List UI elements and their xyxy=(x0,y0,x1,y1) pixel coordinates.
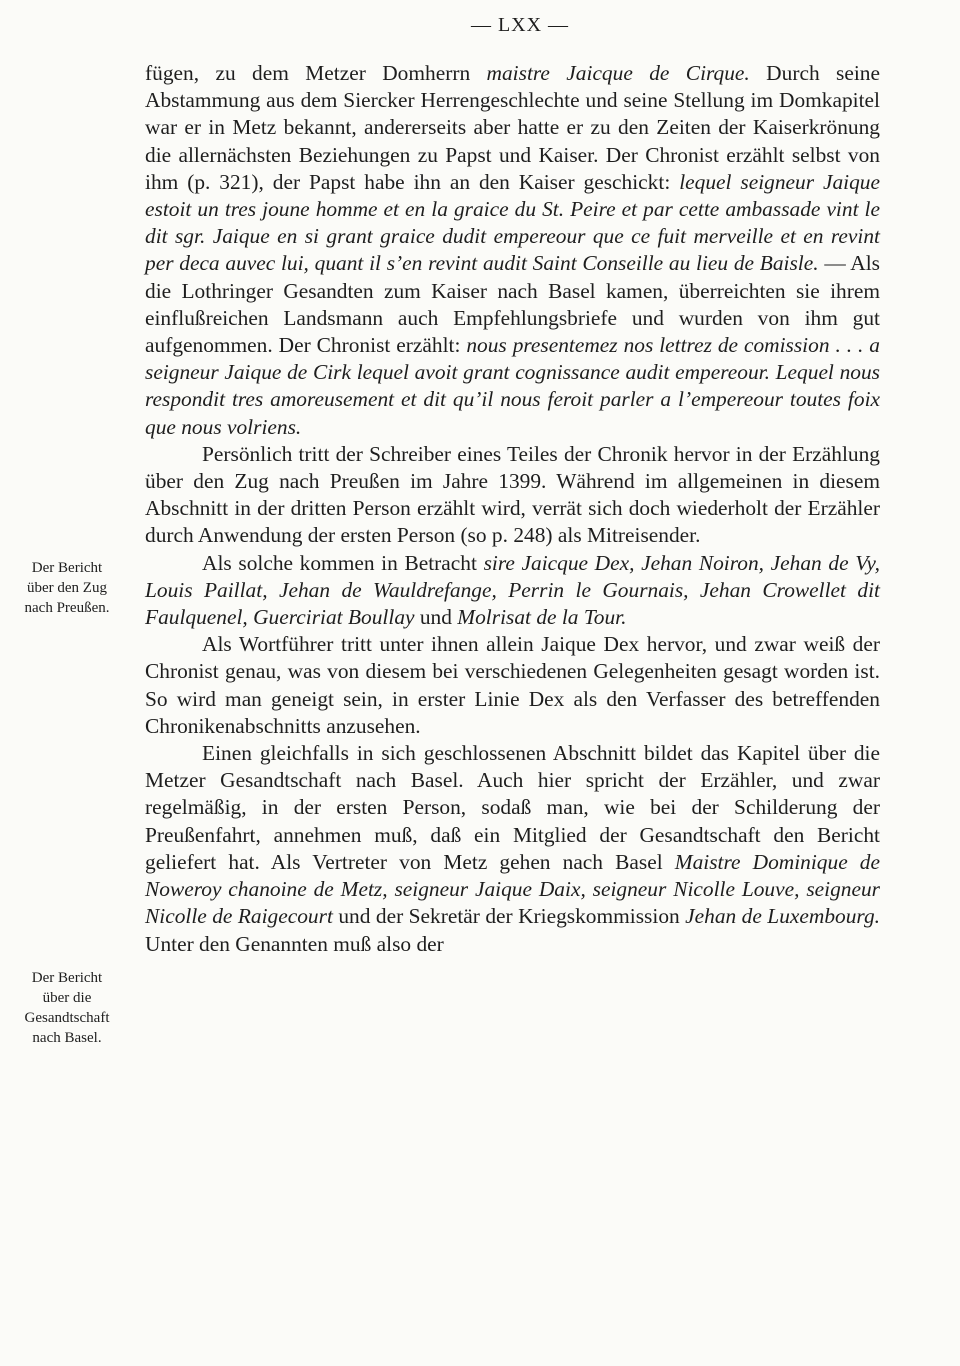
text-run: Als solche kommen in Betracht xyxy=(202,550,484,575)
text-run: — Als die Lothringer Gesandten zum Kaiser nach Basel kamen, überreichten sie ihrem einflußreichen Landsmann auch Empfehlungsbriefe und wurden von ihm gut aufgenommen. Der Chronist erzählt: xyxy=(145,251,880,358)
paragraph xyxy=(145,60,880,441)
margin-note-line: Der Bericht xyxy=(31,970,103,986)
margin-note-line: Gesandtschaft xyxy=(24,1010,110,1026)
margin-note-basel xyxy=(8,968,126,1048)
text-run: fügen, zu dem Metzer Domherrn xyxy=(145,61,487,85)
margin-note-line: Der Bericht xyxy=(31,560,103,576)
page-number: — LXX — xyxy=(470,14,570,36)
paragraph xyxy=(145,740,880,958)
paragraph xyxy=(145,631,880,740)
margin-note-line: über den Zug xyxy=(27,580,107,596)
text-run: und der Sekretär der Kriegskommission xyxy=(332,904,686,929)
italic-text: Jehan de Luxembourg. xyxy=(685,904,880,929)
margin-note-prussia xyxy=(8,558,126,618)
italic-text: lequel seigneur Jaique estoit un tres joune homme et en la graice du St. Peire et par cette ambassade vint le dit sgr. Jaique en si grant graice dudit empereour que ce fuit merveille et en revint per deca auvec lui, quant il s’en revint audit Saint Conseille au lieu de Baisle. xyxy=(145,169,880,276)
italic-text: Molrisat de la Tour. xyxy=(457,605,627,630)
text-run: und xyxy=(414,605,458,630)
text-run: Persönlich tritt der Schreiber eines Teiles der Chronik hervor in der Erzählung über den Zug nach Preußen im Jahre 1399. Während im allgemeinen in diesem Abschnitt in der dritten Person erzählt wird, verrät sich doch wiederholt der Erzähler durch Anwendung der ersten Person (so p. 248) als Mitreisender. xyxy=(145,441,880,548)
text-run: Durch seine Abstammung aus dem Siercker Herrengeschlechte und seine Stellung im Domkapitel war er in Metz bekannt, andererseits aber hatte er zu den Zeiten der Kaiserkrönung die allernächsten Beziehungen zu Papst und Kaiser. Der Chronist erzählt selbst von ihm (p. 321), der Papst habe ihn an den Kaiser geschickt: xyxy=(145,61,880,194)
margin-note-line: nach Basel. xyxy=(32,1030,102,1046)
text-run: Unter den Genannten muß also der xyxy=(145,931,444,956)
paragraph xyxy=(145,441,880,550)
body-text xyxy=(145,60,880,958)
text-run: Als Wortführer tritt unter ihnen allein Jaique Dex hervor, und zwar weiß der Chronist genau, was von diesem bei verschiedenen Gelegenheiten gesagt worden ist. So wird man geneigt sein, in erster Linie Dex als den Verfasser des betreffenden Chronikenabschnitts anzusehen. xyxy=(145,632,880,738)
italic-text: nous presentemez nos lettrez de comission . . . a seigneur Jaique de Cirk lequel avoit grant cognissance audit empereour. Lequel nous respondit tres amoreusement et dit qu’il nous feroit parler a l’empereour toutes foix que nous volriens. xyxy=(145,333,880,439)
margin-note-line: nach Preußen. xyxy=(24,600,110,616)
paragraph xyxy=(145,550,880,632)
italic-text: maistre Jaicque de Cirque. xyxy=(486,61,750,85)
margin-note-line: über die xyxy=(42,990,92,1006)
italic-text: Maistre Dominique de Noweroy chanoine de Metz, seigneur Jaique Daix, seigneur Nicolle Louve, seigneur Nicolle de Raigecourt xyxy=(145,849,880,929)
text-run: Einen gleichfalls in sich geschlossenen Abschnitt bildet das Kapitel über die Metzer Gesandtschaft nach Basel. Auch hier spricht der Erzähler, und zwar regelmäßig, in der ersten Person, sodaß man, wie bei der Schilderung der Preußenfahrt, annehmen muß, daß ein Mitglied der Gesandtschaft den Bericht geliefert hat. Als Vertreter von Metz gehen nach Basel xyxy=(145,741,880,874)
italic-text: sire Jaicque Dex, Jehan Noiron, Jehan de Vy, Louis Paillat, Jehan de Wauldrefange, Perrin le Gournais, Jehan Crowellet dit Faulquenel, Guerciriat Boullay xyxy=(145,550,880,630)
